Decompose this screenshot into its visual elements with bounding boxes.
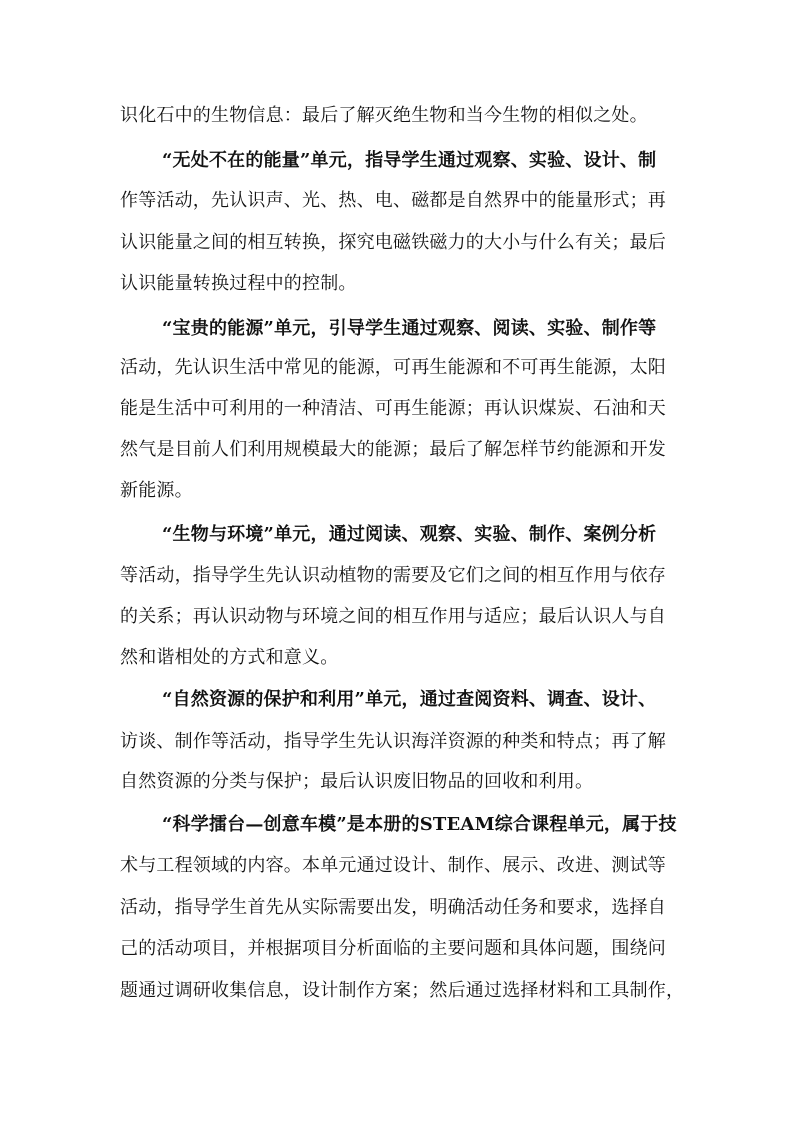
text-line: 的关系；再认识动物与环境之间的相互作用与适应；最后认识人与自 [120,606,666,627]
text-line: “生物与环境”单元，通过阅读、观察、实验、制作、案例分析 [162,524,657,545]
text-line: 认识能量转换过程中的控制。 [120,273,357,294]
text-line: 题通过调研收集信息，设计制作方案；然后通过选择材料和工具制作， [120,980,685,1001]
text-line: “无处不在的能量”单元，指导学生通过观察、实验、设计、制 [162,150,657,171]
text-line: 然气是目前人们利用规模最大的能源；最后了解怎样节约能源和开发 [120,439,666,460]
text-line: “自然资源的保护和利用”单元，通过查阅资料、调查、设计、 [162,689,657,710]
text-line: 然和谐相处的方式和意义。 [120,647,339,668]
text-line: 活动，先认识生活中常见的能源，可再生能源和不可再生能源，太阳 [120,357,666,378]
text-line: 认识能量之间的相互转换，探究电磁铁磁力的大小与什么有关；最后 [120,232,666,253]
text-line: 作等活动，先认识声、光、热、电、磁都是自然界中的能量形式；再 [120,190,666,211]
text-line: 己的活动项目，并根据项目分析面临的主要问题和具体问题，围绕问 [120,938,666,959]
text-line: 活动，指导学生首先从实际需要出发，明确活动任务和要求，选择自 [120,897,666,918]
text-line: “宝贵的能源”单元，引导学生通过观察、阅读、实验、制作等 [162,318,657,339]
text-line: “科学擂台—创意车模”是本册的STEAM综合课程单元，属于技 [162,814,677,835]
text-line: 等活动，指导学生先认识动植物的需要及它们之间的相互作用与依存 [120,565,666,586]
text-line: 自然资源的分类与保护；最后认识废旧物品的回收和利用。 [120,771,594,792]
text-line: 能是生活中可利用的一种清洁、可再生能源；再认识煤炭、石油和天 [120,398,666,419]
text-line: 识化石中的生物信息：最后了解灭绝生物和当今生物的相似之处。 [120,105,648,126]
text-line: 术与工程领域的内容。本单元通过设计、制作、展示、改进、测试等 [120,855,666,876]
text-line: 访谈、制作等活动，指导学生先认识海洋资源的种类和特点；再了解 [120,731,666,752]
text-line: 新能源。 [120,480,193,501]
